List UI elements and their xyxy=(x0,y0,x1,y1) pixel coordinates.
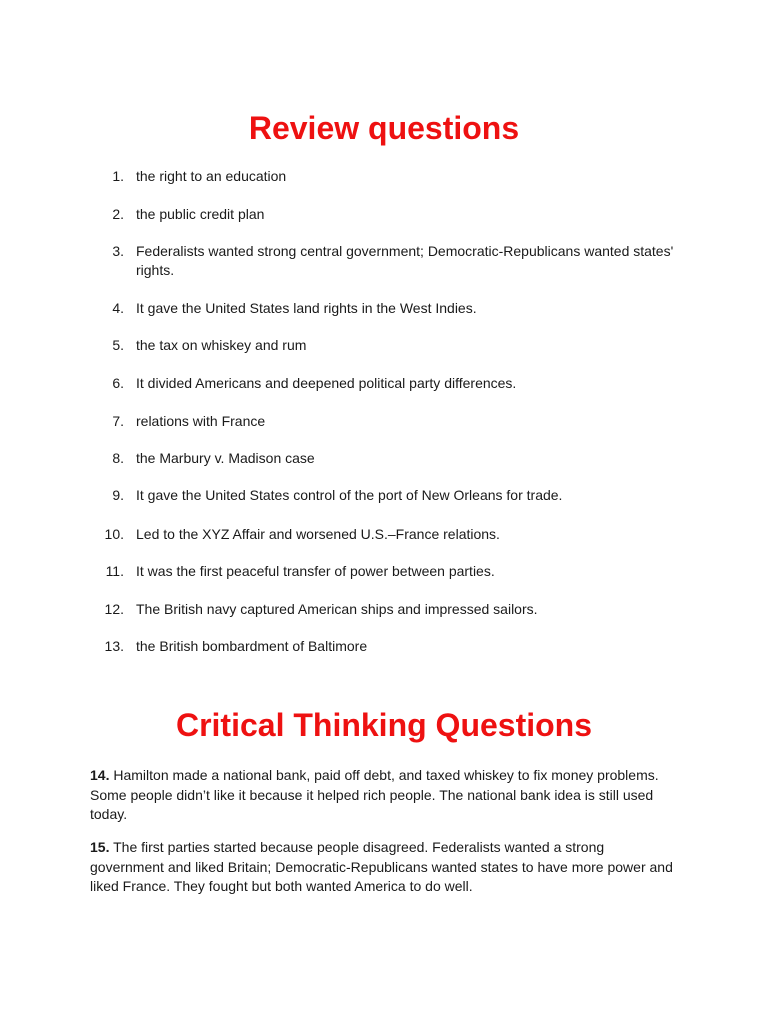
critical-thinking-heading: Critical Thinking Questions xyxy=(175,707,593,743)
item-number: 7. xyxy=(112,413,124,429)
item-answer: the British bombardment of Baltimore xyxy=(136,638,368,654)
item-number: 11. xyxy=(105,563,124,579)
item-answer: the right to an education xyxy=(136,168,287,184)
item-answer: the public credit plan xyxy=(136,206,265,222)
critical-answer-paragraph xyxy=(90,766,680,825)
answer-text: The first parties started because people disagreed. Federalists wanted a strong government and liked Britain; Democratic-Republicans wanted states to have more power and liked France. They fought but both wanted America to do well. xyxy=(90,839,673,894)
item-number: 3. xyxy=(112,243,124,259)
item-number: 1. xyxy=(112,168,124,184)
question-number: 15. xyxy=(90,839,110,855)
critical-answer-paragraph xyxy=(90,838,680,897)
item-number: 6. xyxy=(112,375,124,391)
answer-text: Hamilton made a national bank, paid off debt, and taxed whiskey to fix money problems. Some people didn’t like it because it helped rich people. The national bank idea is still used today. xyxy=(90,767,659,822)
review-questions-heading: Review questions xyxy=(248,110,520,146)
item-answer: It gave the United States control of the port of New Orleans for trade. xyxy=(136,487,563,503)
item-number: 13. xyxy=(104,638,124,654)
item-answer: Federalists wanted strong central government; Democratic-Republicans wanted states' rights. xyxy=(136,243,674,278)
item-answer: The British navy captured American ships and impressed sailors. xyxy=(136,601,538,617)
item-answer: It divided Americans and deepened political party differences. xyxy=(136,375,517,391)
item-answer: the Marbury v. Madison case xyxy=(136,450,315,466)
question-number: 14. xyxy=(90,767,110,783)
item-answer: Led to the XYZ Affair and worsened U.S.–France relations. xyxy=(136,526,500,542)
item-number: 5. xyxy=(112,337,124,353)
item-number: 10. xyxy=(104,526,124,542)
item-number: 9. xyxy=(112,487,124,503)
item-number: 12. xyxy=(104,601,124,617)
item-answer: relations with France xyxy=(136,413,266,429)
item-number: 2. xyxy=(112,206,124,222)
item-answer: the tax on whiskey and rum xyxy=(136,337,307,353)
item-answer: It was the first peaceful transfer of power between parties. xyxy=(136,563,495,579)
item-number: 4. xyxy=(112,300,124,316)
item-answer: It gave the United States land rights in the West Indies. xyxy=(136,300,477,316)
item-number: 8. xyxy=(112,450,124,466)
